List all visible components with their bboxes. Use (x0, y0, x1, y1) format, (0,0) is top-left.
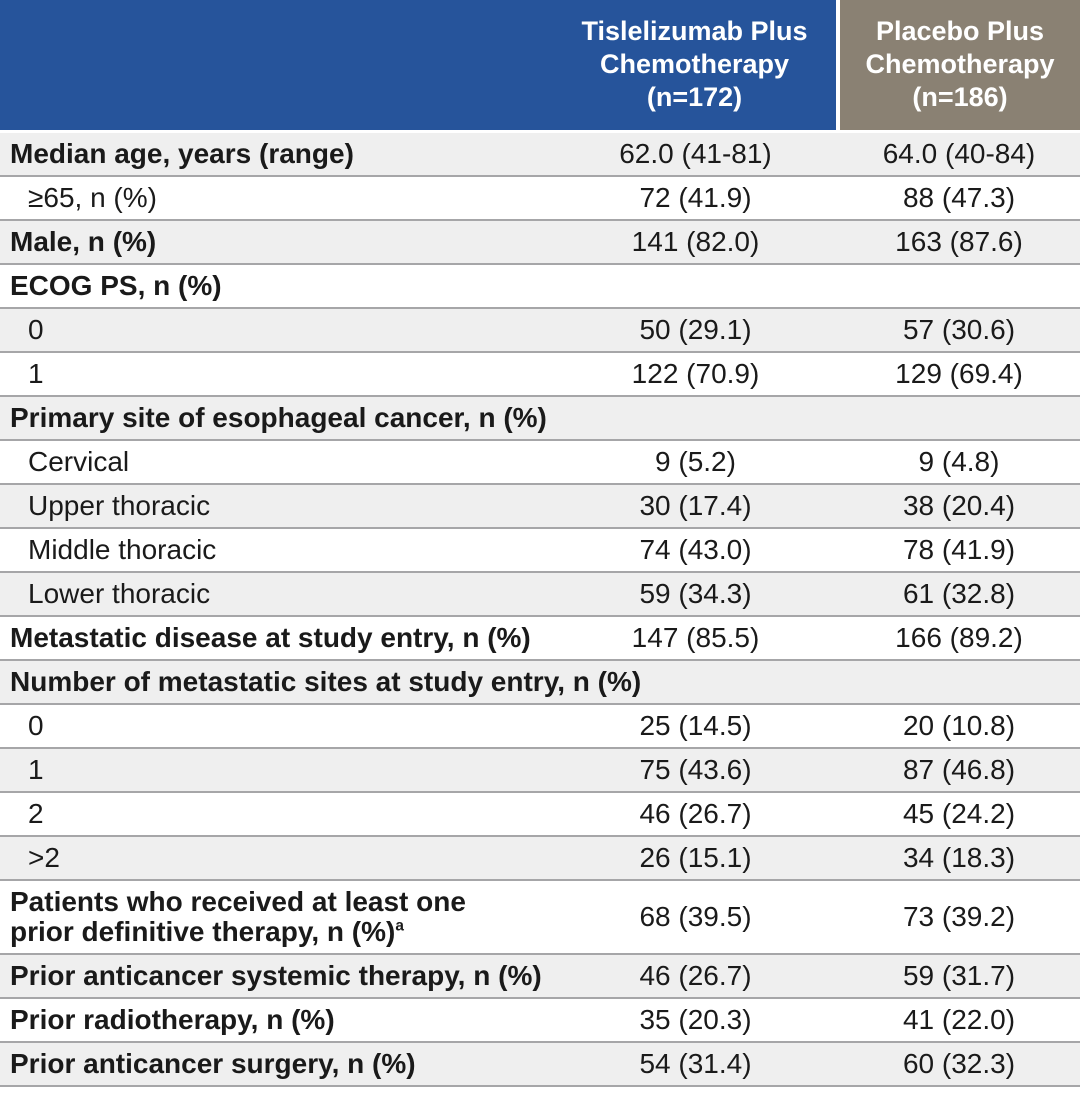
value-tislelizumab: 9 (5.2) (553, 440, 838, 484)
value-placebo: 78 (41.9) (838, 528, 1080, 572)
table-row (0, 220, 1080, 264)
table-row (0, 308, 1080, 352)
value-placebo: 59 (31.7) (838, 954, 1080, 998)
table-row (0, 880, 1080, 954)
value-tislelizumab: 147 (85.5) (553, 616, 838, 660)
value-tislelizumab: 46 (26.7) (553, 792, 838, 836)
value-tislelizumab: 62.0 (41-81) (553, 131, 838, 176)
header-tislelizumab-cell (553, 0, 838, 131)
value-placebo: 88 (47.3) (838, 176, 1080, 220)
value-tislelizumab: 122 (70.9) (553, 352, 838, 396)
value-placebo: 57 (30.6) (838, 308, 1080, 352)
header-row (0, 0, 1080, 131)
header-placebo-title: Placebo Plus Chemotherapy (865, 16, 1055, 80)
value-placebo: 45 (24.2) (838, 792, 1080, 836)
value-tislelizumab: 141 (82.0) (553, 220, 838, 264)
value-tislelizumab: 25 (14.5) (553, 704, 838, 748)
value-placebo: 20 (10.8) (838, 704, 1080, 748)
row-label: 0 (0, 704, 553, 748)
footnote-marker: a (395, 917, 404, 935)
row-label: ECOG PS, n (%) (0, 264, 1080, 308)
table-row (0, 176, 1080, 220)
row-label: Prior anticancer surgery, n (%) (0, 1042, 553, 1086)
row-label: Median age, years (range) (0, 131, 553, 176)
table-row (0, 528, 1080, 572)
row-label: ≥65, n (%) (0, 176, 553, 220)
table-row (0, 660, 1080, 704)
table-row (0, 131, 1080, 176)
value-placebo: 41 (22.0) (838, 998, 1080, 1042)
row-label: Number of metastatic sites at study entry, n (%) (0, 660, 1080, 704)
table-row (0, 572, 1080, 616)
value-placebo: 60 (32.3) (838, 1042, 1080, 1086)
header-tislelizumab-n: (n=172) (646, 82, 743, 113)
table-row (0, 484, 1080, 528)
value-tislelizumab: 35 (20.3) (553, 998, 838, 1042)
value-placebo: 73 (39.2) (838, 880, 1080, 954)
table-row (0, 1042, 1080, 1086)
value-tislelizumab: 75 (43.6) (553, 748, 838, 792)
row-label: Cervical (0, 440, 553, 484)
value-placebo: 166 (89.2) (838, 616, 1080, 660)
table-row (0, 616, 1080, 660)
row-label: 2 (0, 792, 553, 836)
table-row (0, 792, 1080, 836)
row-label: Prior anticancer systemic therapy, n (%) (0, 954, 553, 998)
value-tislelizumab: 46 (26.7) (553, 954, 838, 998)
value-tislelizumab: 68 (39.5) (553, 880, 838, 954)
header-placebo-n: (n=186) (912, 82, 1008, 113)
value-tislelizumab: 26 (15.1) (553, 836, 838, 880)
table-header (0, 0, 1080, 131)
value-tislelizumab: 30 (17.4) (553, 484, 838, 528)
value-placebo: 38 (20.4) (838, 484, 1080, 528)
table-row (0, 704, 1080, 748)
row-label: 0 (0, 308, 553, 352)
row-label: 1 (0, 352, 553, 396)
value-tislelizumab: 59 (34.3) (553, 572, 838, 616)
value-tislelizumab: 54 (31.4) (553, 1042, 838, 1086)
value-placebo: 129 (69.4) (838, 352, 1080, 396)
table-row (0, 440, 1080, 484)
value-tislelizumab: 72 (41.9) (553, 176, 838, 220)
header-placebo-cell (838, 0, 1080, 131)
row-label: Patients who received at least one prior definitive therapy, n (%)$^a$ (0, 880, 553, 954)
table-row (0, 954, 1080, 998)
row-label: Prior radiotherapy, n (%) (0, 998, 553, 1042)
value-tislelizumab: 50 (29.1) (553, 308, 838, 352)
row-label: Metastatic disease at study entry, n (%) (0, 616, 553, 660)
table-body (0, 131, 1080, 1086)
row-label: Primary site of esophageal cancer, n (%) (0, 396, 1080, 440)
table-row (0, 352, 1080, 396)
value-tislelizumab: 74 (43.0) (553, 528, 838, 572)
value-placebo: 87 (46.8) (838, 748, 1080, 792)
value-placebo: 64.0 (40-84) (838, 131, 1080, 176)
row-label: >2 (0, 836, 553, 880)
header-spacer-cell (0, 0, 553, 131)
table-row (0, 396, 1080, 440)
header-tislelizumab-title: Tislelizumab Plus Chemotherapy (581, 16, 808, 80)
value-placebo: 61 (32.8) (838, 572, 1080, 616)
value-placebo: 163 (87.6) (838, 220, 1080, 264)
row-label: Male, n (%) (0, 220, 553, 264)
table-row (0, 748, 1080, 792)
row-label: Lower thoracic (0, 572, 553, 616)
table-row (0, 836, 1080, 880)
value-placebo: 9 (4.8) (838, 440, 1080, 484)
table-row (0, 264, 1080, 308)
row-label: 1 (0, 748, 553, 792)
row-label: Middle thoracic (0, 528, 553, 572)
value-placebo: 34 (18.3) (838, 836, 1080, 880)
row-label: Upper thoracic (0, 484, 553, 528)
table-row (0, 998, 1080, 1042)
